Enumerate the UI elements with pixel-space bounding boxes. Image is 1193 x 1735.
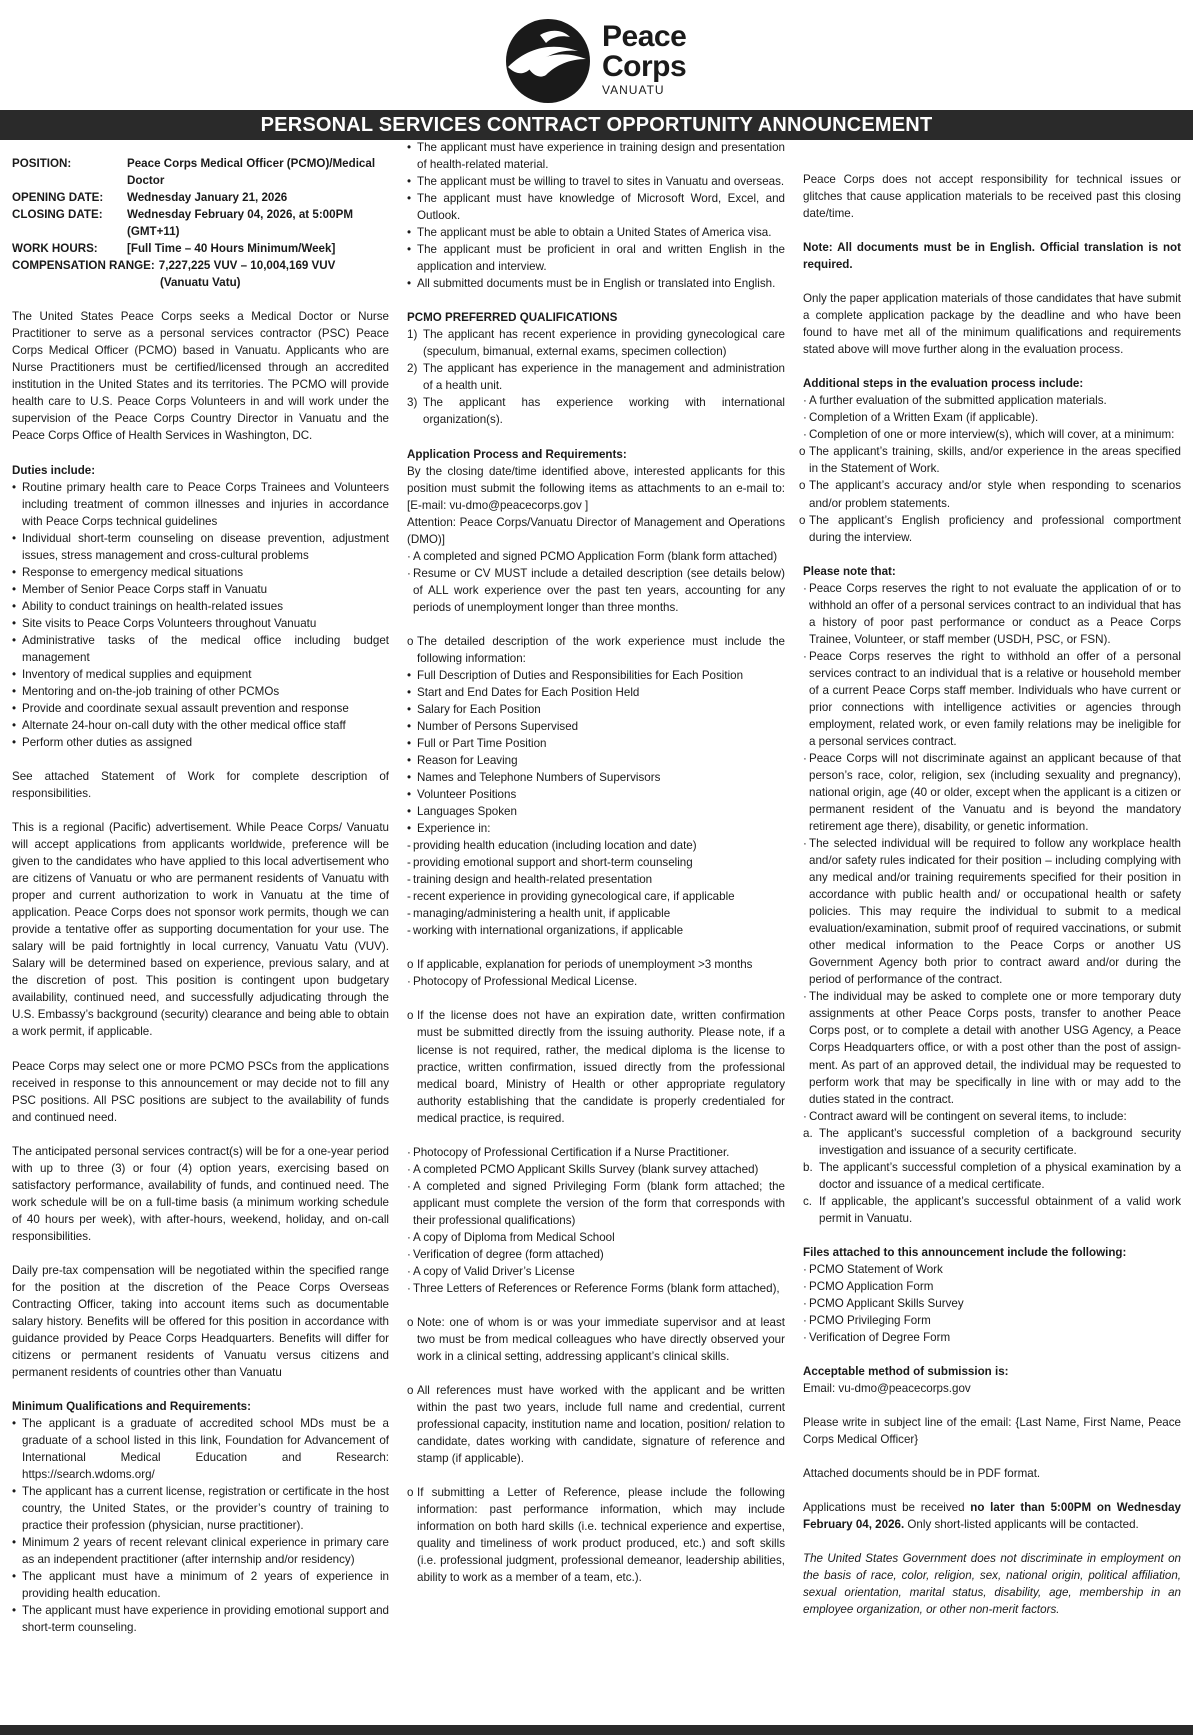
logo-line2: Corps [602, 50, 687, 83]
list-item: • Number of Persons Supervised [407, 718, 785, 735]
announcement-title: PERSONAL SERVICES CONTRACT OPPORTUNITY ANNOUNCEMENT [0, 110, 1193, 140]
min-qualifications-cont [407, 139, 785, 292]
paragraph: See attached Statement of Work for complete description of responsibilities. [12, 770, 389, 801]
list-item: b. The applicant’s successful completion of a physical examination by a doctor and issuance of a medical certificate. [803, 1159, 1181, 1193]
list-item: · Three Letters of References or Reference Forms (blank form attached), [407, 1280, 785, 1297]
paragraph: Attention: Peace Corps/Vanuatu Director of Management and Operations (DMO)] [407, 515, 785, 546]
dove-globe-icon [500, 15, 596, 105]
contract-award-items [803, 1125, 1181, 1227]
list-item: · A copy of Valid Driver’s License [407, 1263, 785, 1280]
list-item: • Ability to conduct trainings on health-related issues [12, 598, 389, 615]
please-note-list [803, 580, 1181, 1125]
list-item: · A copy of Diploma from Medical School [407, 1229, 785, 1246]
list-item: o If the license does not have an expiration date, written confirmation must be submitted directly from the issuing authority. Please note, if a license is not required, rather, the medical diploma is the license to practice, written confirmation, issued directly from the professional medical board, Ministry of Health or other appropriate regulatory authority establishing that the candidate is properly credentialed for medical practice, is required. [407, 1007, 785, 1126]
list-item: • The applicant must have experience in providing emotional support and short-term counseling. [12, 1602, 389, 1636]
paragraph: Peace Corps may select one or more PCMO PSCs from the applications received in response to this announcement or may decide not to fill any PSC positions. All PSC positions are subject to the availability of funds and continued need. [12, 1059, 389, 1124]
detail-list [407, 633, 785, 667]
paragraph: Daily pre-tax compensation will be negotiated within the specified range for the position at the discretion of the Peace Corps Overseas Contracting Officer, taking into account items such as documentable salary history. Benefits will be offered for this position in accordance with guidance provided by Peace Corps Headquarters. Benefits will differ for citizens or permanent residents of Vanuatu versus citizens and permanent residents of countries other than Vanuatu [12, 1263, 389, 1379]
list-item: 2) The applicant has experience in the management and administration of a health unit. [407, 360, 785, 394]
list-item: · Peace Corps reserves the right to not evaluate the application of or to withhold an offer of a personal services contract to an individual that has a history of poor past performance or conduct as a Peace Corps Trainee, Volunteer, or staff member (USDH, PSC, or FSN). [803, 580, 1181, 648]
list-item: • Minimum 2 years of recent relevant clinical experience in primary care as an independent practitioner (after internship and/or residency) [12, 1534, 389, 1568]
list-item: • All submitted documents must be in English or translated into English. [407, 275, 785, 292]
preferred-qualifications-list [407, 326, 785, 428]
list-item: · A completed and signed Privileging Form (blank form attached; the applicant must complete the version of the form that corresponds with their professional qualifications) [407, 1178, 785, 1229]
meta-value: Wednesday January 21, 2026 [127, 191, 288, 205]
list-item: · Verification of Degree Form [803, 1329, 1181, 1346]
list-item: • Full or Part Time Position [407, 735, 785, 752]
paragraph: Attached documents should be in PDF format. [803, 1467, 1041, 1481]
list-item: · Contract award will be contingent on several items, to include: [803, 1108, 1181, 1125]
list-item: • Individual short-term counseling on disease prevention, adjustment issues, stress management and cross-cultural problems [12, 530, 389, 564]
list-item: • Languages Spoken [407, 803, 785, 820]
section-heading: Acceptable method of submission is: [803, 1365, 1009, 1378]
list-item: · Peace Corps reserves the right to withhold an offer of a personal services contract to an individual that is a relative or household member of a current Peace Corps staff member. Individuals who have current or prior connections with intelligence activities or agencies through employment, related work, or even family relations may be ineligible for a personal services contract. [803, 648, 1181, 750]
compensation-row [12, 257, 389, 274]
application-items [407, 548, 785, 616]
list-item: • Salary for Each Position [407, 701, 785, 718]
deadline-date: no later than 5:00PM on Wednesday February 04, 2026. [803, 1501, 1181, 1532]
paragraph: Only the paper application materials of those candidates that have submit a complete application package by the deadline and who have been found to have met all of the minimum qualifications and requirements stated above will move further along in the evaluation process. [803, 292, 1181, 357]
list-item: • Response to emergency medical situations [12, 564, 389, 581]
list-item: o If applicable, explanation for periods of unemployment >3 months [407, 956, 785, 973]
list-item: • The applicant must be able to obtain a United States of America visa. [407, 224, 785, 241]
paragraph: The anticipated personal services contract(s) will be for a one-year period with up to three (3) or four (4) option years, exercising based on satisfactory performance, availability of funds, and continued need. The work schedule will be on a full-time basis (a minimum working schedule of 40 hours per week), with after-hours, weekend, holiday, and on-call responsibilities. [12, 1144, 389, 1243]
section-heading: Please note that: [803, 564, 896, 578]
list-item: o The applicant’s accuracy and/or style when responding to scenarios and/or problem statements. [799, 477, 1181, 511]
unemployment-item [407, 956, 785, 973]
list-item: a. The applicant’s successful completion of a background security investigation and issuance of a security certificate. [803, 1125, 1181, 1159]
list-item: · The selected individual will be required to follow any workplace health and/or safety rules indicated for their position – including complying with any medical and/or training requirements specified for their position in accordance with public health and/ or occupational health or safety policies. This may require the individual to submit to a medical evaluation/examination, submit proof of required vaccinations, or submit other medical information to the Peace Corps or another US Government Agency both prior to contract award and/or during the period of performance of the contract. [803, 835, 1181, 988]
eeo-statement: The United States Government does not discriminate in employment on the basis of race, color, religion, sex, national origin, political affiliation, sexual orientation, marital status, disability, age, membership in an employee organization, or other non-merit factors. [803, 1552, 1181, 1617]
meta-key: POSITION: [12, 157, 72, 170]
logo-line1: Peace [602, 20, 687, 53]
reference-note [407, 1314, 785, 1365]
list-item: o Note: one of whom is or was your immediate supervisor and at least two must be from medical colleagues who have directly observed your work in a clinical setting, addressing applicant’s clinical skills. [407, 1314, 785, 1365]
letter-of-reference [407, 1484, 785, 1586]
section-heading: Minimum Qualifications and Requirements: [12, 1400, 251, 1414]
list-item: · Peace Corps will not discriminate against an applicant because of that person’s race, color, religion, sex (including sexuality and pregnancy), national origin, age (40 or older, except when the applicant is a citizen or permanent resident of the Vanuatu and is beyond the mandatory retirement age there), disability, or genetic information. [803, 750, 1181, 835]
list-item: · A completed and signed PCMO Application Form (blank form attached) [407, 548, 785, 565]
intro-paragraph: The United States Peace Corps seeks a Medical Doctor or Nurse Practitioner to serve as a personal services contractor (PSC) Peace Corps Medical Officer (PCMO) based in Vanuatu. Applicants who are Nurse Practitioners must be certified/licensed through an accredited institution in the United States and its territories. The PCMO will provide health care to U.S. Peace Corps Volunteers in and will work under the supervision of the Peace Corps Country Director in Vanuatu and the Peace Corps Office of Health Services in Washington, DC. [12, 310, 389, 443]
deadline-text: Applications must be received [803, 1501, 971, 1515]
list-item: • Administrative tasks of the medical office including budget management [12, 632, 389, 666]
list-item: • The applicant must have knowledge of Microsoft Word, Excel, and Outlook. [407, 190, 785, 224]
list-item: • Member of Senior Peace Corps staff in Vanuatu [12, 581, 389, 598]
list-item: · PCMO Application Form [803, 1278, 1181, 1295]
meta-key: COMPENSATION RANGE: [12, 259, 155, 273]
meta-key: WORK HOURS: [12, 242, 98, 256]
section-heading: Additional steps in the evaluation process include: [803, 377, 1084, 391]
list-item: • Reason for Leaving [407, 752, 785, 769]
experience-items [407, 837, 785, 939]
list-item: · Resume or CV MUST include a detailed description (see details below) of ALL work experience over the past ten years, accounting for any periods of unemployment longer than three months. [407, 565, 785, 616]
deadline-text: Only short-listed applicants will be contacted. [904, 1518, 1139, 1532]
list-item: · Verification of degree (form attached) [407, 1246, 785, 1263]
paragraph: Peace Corps does not accept responsibility for technical issues or glitches that cause application materials to be received past this closing date/time. [803, 173, 1181, 221]
english-note: Note: All documents must be in English. Official translation is not required. [803, 241, 1181, 272]
list-item: - training design and health-related presentation [407, 871, 785, 888]
meta-value: 7,227,225 VUV – 10,004,169 VUV [158, 259, 336, 273]
section-heading: Duties include: [12, 463, 96, 477]
list-item: o If submitting a Letter of Reference, please include the following information: past performance information, which may include information on both hard skills (i.e. technical experience and expertise, quality and timeliness of work product produced, etc.) and soft skills (i.e. professional judgment, professional demeanor, leadership abilities, ability to work as a member of a team, etc.). [407, 1484, 785, 1586]
list-item: o The detailed description of the work experience must include the following information: [407, 633, 785, 667]
list-item: • Volunteer Positions [407, 786, 785, 803]
list-item: · Completion of one or more interview(s), which will cover, at a minimum: [803, 426, 1181, 443]
paragraph: By the closing date/time identified above, interested applicants for this position must submit the following items as attachments to an e-mail to: [E-mail: vu-dmo@peacecorps.gov ] [407, 464, 785, 512]
list-item: • Perform other duties as assigned [12, 734, 389, 751]
meta-key: OPENING DATE: [12, 191, 104, 205]
logo-wordmark [602, 22, 686, 98]
list-item: o All references must have worked with the applicant and be written within the past two years, include full name and credential, current professional capacity, institution name and location, position/ relation to candidate, dates working with candidate, signature of reference and stamp (if applicable). [407, 1382, 785, 1467]
list-item: • Provide and coordinate sexual assault prevention and response [12, 700, 389, 717]
list-item: • The applicant has a current license, registration or certificate in the host country, the United States, or the provider’s country of training to practice their profession (physician, nurse practitioner). [12, 1483, 389, 1534]
list-item: • Routine primary health care to Peace Corps Trainees and Volunteers including treatment of common illnesses and injuries in accordance with Peace Corps technical guidelines [12, 479, 389, 530]
peace-corps-logo [500, 10, 700, 110]
list-item: • Mentoring and on-the-job training of other PCMOs [12, 683, 389, 700]
footer-bar [0, 1725, 1193, 1735]
paragraph: This is a regional (Pacific) advertisement. While Peace Corps/ Vanuatu will accept applications from applicants worldwide, preference will be given to the candidates who have applied to this local advertisement who are citizens of Vanuatu or who are permanent residents of Vanuatu with proper and current authorization to work in Vanuatu at the time of application. Peace Corps does not sponsor work permits, though we can provide a tentative offer as supporting documentation for your use. The salary will be paid fortnightly in local currency, Vanuatu Vatu (VUV). Salary will be determined based on experience, previous salary, and at the discretion of post. This position is contingent upon budgetary availability, continued need, and successfully adjudicating through the U.S. Embassy’s background (security) clearance and being able to obtain a work permit, if applicable. [12, 821, 389, 1039]
list-item: · The individual may be asked to complete one or more temporary duty assignments at other Peace Corps posts, transfer to another Peace Corps post, or to complete a detail with another USG Agency, a Peace Corps Headquarters office, or with a post other than the post of assign-ment. As part of an approved detail, the individual may be requested to perform work that may be specifically in line with or may add to the duties stated in the contract. [803, 988, 1181, 1107]
list-item: • Experience in: [407, 820, 785, 837]
meta-value: Wednesday February 04, 2026, at 5:00PM (GMT+11) [127, 208, 353, 239]
list-item: · Photocopy of Professional Medical License. [407, 973, 785, 990]
list-item: • The applicant must be willing to travel to sites in Vanuatu and overseas. [407, 173, 785, 190]
submission-email: Email: vu-dmo@peacecorps.gov [803, 1382, 971, 1396]
list-item: - working with international organizations, if applicable [407, 922, 785, 939]
list-item: • The applicant must have experience in training design and presentation of health-related material. [407, 139, 785, 173]
list-item: • The applicant is a graduate of accredited school MDs must be a graduate of a school listed in this link, Foundation for Advancement of International Medical Education and Research: https://search.wdoms.org/ [12, 1415, 389, 1483]
list-item: • Start and End Dates for Each Position Held [407, 684, 785, 701]
meta-key: CLOSING DATE: [12, 208, 103, 222]
interview-criteria [799, 443, 1181, 545]
list-item: c. If applicable, the applicant’s successful obtainment of a valid work permit in Vanuatu. [803, 1193, 1181, 1227]
paragraph: Please write in subject line of the email: {Last Name, First Name, Peace Corps Medical Officer} [803, 1416, 1181, 1447]
logo-line3: VANUATU [602, 83, 665, 97]
list-item: · A completed PCMO Applicant Skills Survey (blank survey attached) [407, 1161, 785, 1178]
list-item: • The applicant must be proficient in oral and written English in the application and interview. [407, 241, 785, 275]
attached-files-list [803, 1261, 1181, 1346]
column-2 [407, 139, 785, 1586]
documents-list [407, 1144, 785, 1297]
references-requirements [407, 1382, 785, 1467]
list-item: · PCMO Applicant Skills Survey [803, 1295, 1181, 1312]
list-item: • Full Description of Duties and Responsibilities for Each Position [407, 667, 785, 684]
list-item: - providing emotional support and short-term counseling [407, 854, 785, 871]
section-heading: Files attached to this announcement include the following: [803, 1245, 1127, 1259]
evaluation-steps [803, 392, 1181, 443]
detail-items [407, 667, 785, 837]
list-item: · PCMO Statement of Work [803, 1261, 1181, 1278]
list-item: · A further evaluation of the submitted application materials. [803, 392, 1181, 409]
position-meta [12, 155, 389, 257]
meta-value: Peace Corps Medical Officer (PCMO)/Medical Doctor [127, 157, 376, 188]
meta-value: (Vanuatu Vatu) [160, 276, 241, 290]
list-item: · PCMO Privileging Form [803, 1312, 1181, 1329]
min-qualifications-list [12, 1415, 389, 1636]
section-heading: PCMO PREFERRED QUALIFICATIONS [407, 311, 618, 325]
list-item: 3) The applicant has experience working with international organization(s). [407, 394, 785, 428]
meta-value: [Full Time – 40 Hours Minimum/Week] [127, 242, 336, 256]
license-note [407, 1007, 785, 1126]
list-item: • Alternate 24-hour on-call duty with the other medical office staff [12, 717, 389, 734]
list-item: • Names and Telephone Numbers of Supervisors [407, 769, 785, 786]
duties-list [12, 479, 389, 752]
deadline-paragraph [803, 1499, 1181, 1533]
list-item: o The applicant’s training, skills, and/or experience in the areas specified in the Statement of Work. [799, 443, 1181, 477]
header [0, 0, 1193, 110]
license-copy [407, 973, 785, 990]
list-item: • The applicant must have a minimum of 2 years of experience in providing health education. [12, 1568, 389, 1602]
list-item: - providing health education (including location and date) [407, 837, 785, 854]
section-heading: Application Process and Requirements: [407, 447, 627, 461]
list-item: - recent experience in providing gynecological care, if applicable [407, 888, 785, 905]
list-item: o The applicant’s English proficiency and professional comportment during the interview. [799, 512, 1181, 546]
list-item: - managing/administering a health unit, if applicable [407, 905, 785, 922]
list-item: · Photocopy of Professional Certification if a Nurse Practitioner. [407, 1144, 785, 1161]
list-item: 1) The applicant has recent experience in providing gynecological care (speculum, bimanual, external exams, specimen collection) [407, 326, 785, 360]
column-3 [803, 171, 1181, 1618]
list-item: • Site visits to Peace Corps Volunteers throughout Vanuatu [12, 615, 389, 632]
list-item: • Inventory of medical supplies and equipment [12, 666, 389, 683]
list-item: · Completion of a Written Exam (if applicable). [803, 409, 1181, 426]
column-1 [12, 155, 389, 1636]
